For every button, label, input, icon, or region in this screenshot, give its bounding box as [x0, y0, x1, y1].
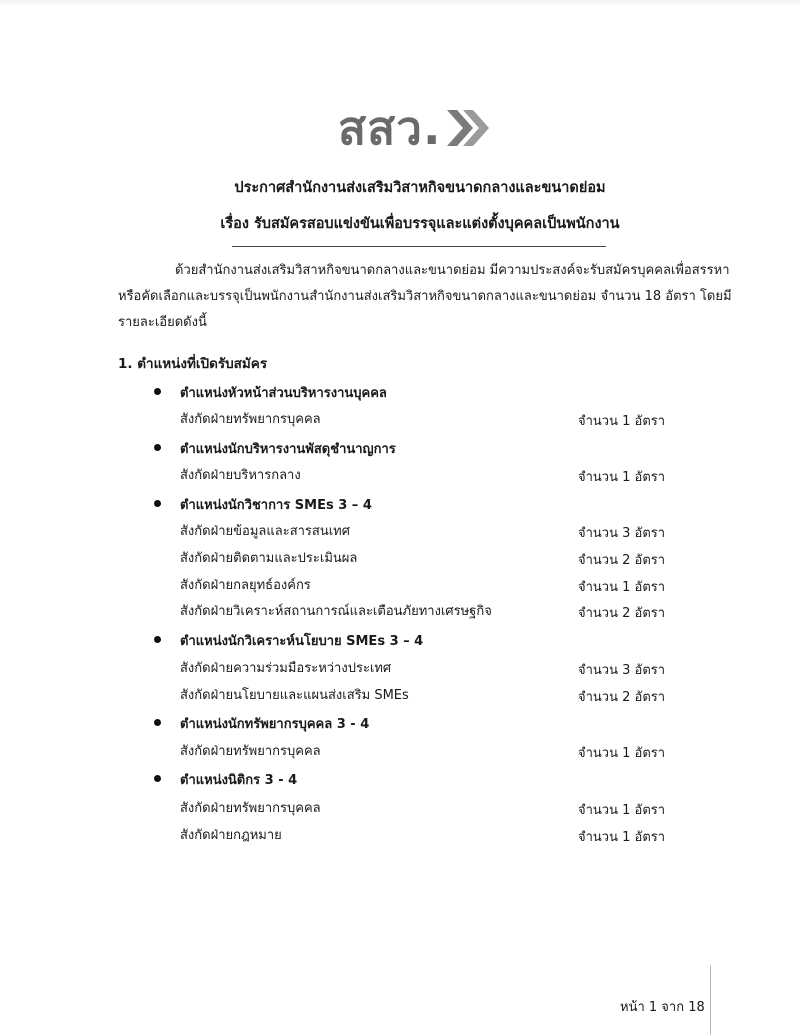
unit-row — [0, 572, 800, 596]
position-title: ตำแหน่งหัวหน้าส่วนบริหารงานบุคคล — [180, 386, 387, 401]
position-title: ตำแหน่งนักบริหารงานพัสดุชำนาญการ — [180, 442, 396, 457]
bullet-icon — [154, 775, 161, 782]
page-number: หน้า 1 จาก 18 — [620, 1000, 705, 1015]
unit-row — [0, 795, 800, 819]
bullet-icon — [154, 444, 161, 451]
bullet-icon — [154, 388, 161, 395]
unit-row — [0, 655, 800, 679]
intro-line-2: หรือคัดเลือกและบรรจุเป็นพนักงานสำนักงานส่งเสริมวิสาหกิจขนาดกลางและขนาดย่อม จำนวน 18 อัตรา โดยมี — [118, 289, 732, 304]
unit-count: จำนวน 1 อัตรา — [578, 580, 666, 595]
position-item — [0, 380, 800, 404]
position-item — [0, 492, 800, 516]
position-item — [0, 711, 800, 735]
unit-count: จำนวน 3 อัตรา — [578, 526, 666, 541]
unit-name: สังกัดฝ่ายวิเคราะห์สถานการณ์และเตือนภัยทางเศรษฐกิจ — [180, 604, 492, 619]
unit-name: สังกัดฝ่ายทรัพยากรบุคคล — [180, 744, 321, 759]
logo-text: สสว. — [338, 101, 442, 155]
scan-artifact-line — [710, 965, 711, 1035]
position-title: ตำแหน่งนักวิเคราะห์นโยบาย SMEs 3 – 4 — [180, 634, 424, 649]
unit-row — [0, 822, 800, 846]
double-chevron-icon — [443, 106, 491, 150]
unit-count: จำนวน 1 อัตรา — [578, 803, 666, 818]
announcement-title: ประกาศสำนักงานส่งเสริมวิสาหกิจขนาดกลางและขนาดย่อม — [234, 180, 606, 196]
sme-logo — [338, 98, 508, 158]
position-title: ตำแหน่งนิติกร 3 - 4 — [180, 773, 298, 788]
unit-count: จำนวน 1 อัตรา — [578, 830, 666, 845]
bullet-icon — [154, 500, 161, 507]
intro-line-3: รายละเอียดดังนี้ — [118, 315, 207, 330]
intro-paragraph — [118, 258, 732, 336]
unit-count: จำนวน 2 อัตรา — [578, 690, 666, 705]
bullet-icon — [154, 636, 161, 643]
position-item — [0, 436, 800, 460]
unit-count: จำนวน 2 อัตรา — [578, 553, 666, 568]
announcement-subject: เรื่อง รับสมัครสอบแข่งขันเพื่อบรรจุและแต่งตั้งบุคคลเป็นพนักงาน — [220, 216, 620, 232]
unit-row — [0, 518, 800, 542]
unit-row — [0, 598, 800, 622]
unit-count: จำนวน 2 อัตรา — [578, 606, 666, 621]
bullet-icon — [154, 719, 161, 726]
scan-edge — [0, 0, 800, 6]
unit-count: จำนวน 1 อัตรา — [578, 414, 666, 429]
position-item — [0, 628, 800, 652]
position-title: ตำแหน่งนักทรัพยากรบุคคล 3 - 4 — [180, 717, 370, 732]
unit-name: สังกัดฝ่ายบริหารกลาง — [180, 468, 301, 483]
unit-count: จำนวน 3 อัตรา — [578, 663, 666, 678]
unit-name: สังกัดฝ่ายข้อมูลและสารสนเทศ — [180, 524, 350, 539]
unit-name: สังกัดฝ่ายกฎหมาย — [180, 828, 282, 843]
unit-count: จำนวน 1 อัตรา — [578, 746, 666, 761]
heading-divider — [232, 246, 606, 247]
unit-name: สังกัดฝ่ายติดตามและประเมินผล — [180, 551, 358, 566]
position-item — [0, 767, 800, 791]
unit-row — [0, 545, 800, 569]
intro-line-1: ด้วยสำนักงานส่งเสริมวิสาหกิจขนาดกลางและขนาดย่อม มีความประสงค์จะรับสมัครบุคคลเพื่อสรรหา — [175, 263, 730, 278]
section-title: 1. ตำแหน่งที่เปิดรับสมัคร — [118, 356, 268, 372]
unit-name: สังกัดฝ่ายทรัพยากรบุคคล — [180, 412, 321, 427]
unit-row — [0, 682, 800, 706]
unit-name: สังกัดฝ่ายกลยุทธ์องค์กร — [180, 578, 311, 593]
unit-row — [0, 738, 800, 762]
unit-row — [0, 406, 800, 430]
unit-name: สังกัดฝ่ายทรัพยากรบุคคล — [180, 801, 321, 816]
unit-name: สังกัดฝ่ายความร่วมมือระหว่างประเทศ — [180, 661, 392, 676]
unit-count: จำนวน 1 อัตรา — [578, 470, 666, 485]
unit-row — [0, 462, 800, 486]
unit-name: สังกัดฝ่ายนโยบายและแผนส่งเสริม SMEs — [180, 688, 409, 703]
position-title: ตำแหน่งนักวิชาการ SMEs 3 – 4 — [180, 498, 372, 513]
